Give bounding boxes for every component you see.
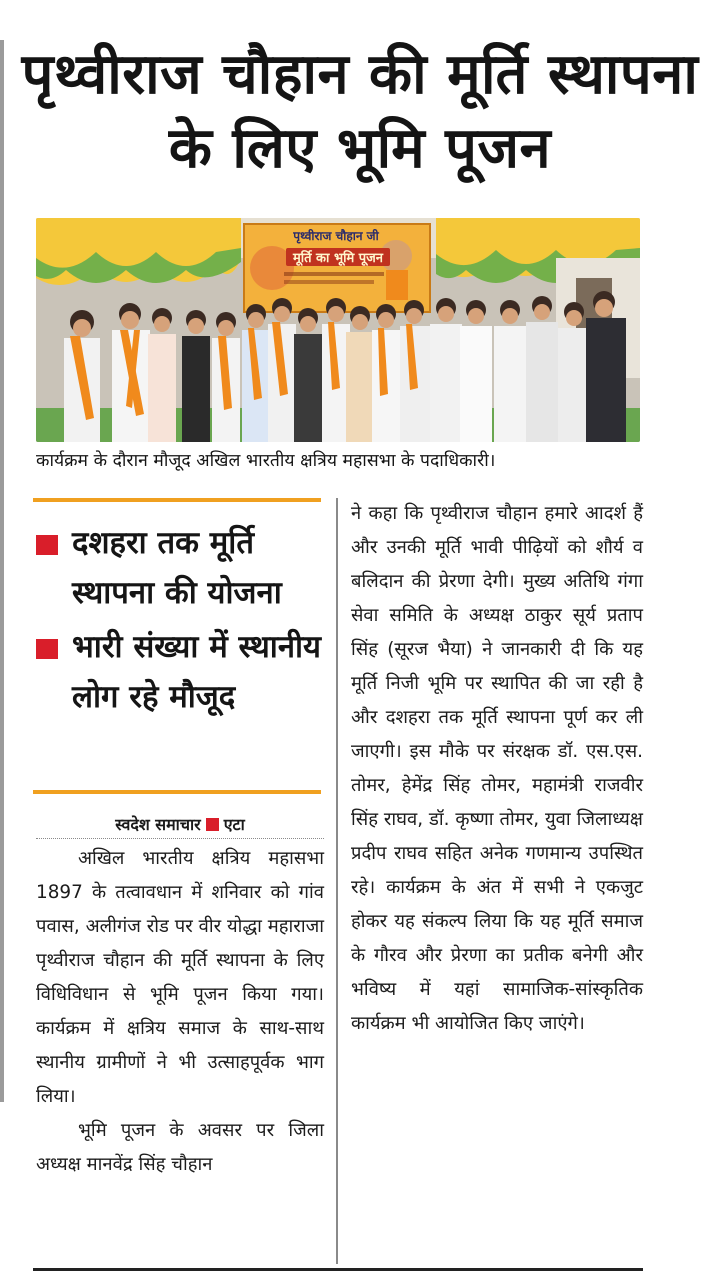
article-paragraph: ने कहा कि पृथ्वीराज चौहान हमारे आदर्श हैं और उनकी मूर्ति भावी पीढ़ियों को शौर्य व बलिदान की प्रेरणा देगी। मुख्य अतिथि गंगा सेवा समिति के अध्यक्ष ठाकुर सूर्य प्रताप सिंह (सूरज भैया) ने जानकारी दी कि यह मूर्ति निजी भूमि पर स्थापित की जा रही है और दशहरा तक मूर्ति स्थापना पूर्ण कर ली जाएगी। इस मौके पर संरक्षक डॉ. एस.एस. तोमर, हेमेंद्र सिंह तोमर, महामंत्री राजवीर सिंह राघव, डॉ. कृष्णा तोमर, युवा जिलाध्यक्ष प्रदीप राघव सहित अनेक गणमान्य उपस्थित रहे। कार्यक्रम के अंत में सभी ने एकजुट होकर यह संकल्प लिया कि यह मूर्ति समाज के गौरव और प्रेरणा का प्रतीक बनेगी और भविष्य में यहां सामाजिक-सांस्कृतिक कार्यक्रम भी आयोजित किए जाएंगे।	[351, 503, 643, 1034]
highlights-top-bar	[33, 498, 321, 502]
page-edge-rule	[0, 40, 4, 1102]
bottom-rule	[33, 1268, 643, 1271]
event-photo-illustration	[36, 218, 640, 442]
headline: पृथ्वीराज चौहान की मूर्ति स्थापना के लिए भूमि पूजन	[21, 42, 699, 181]
highlight-text: भारी संख्या में स्थानीय लोग रहे मौजूद	[72, 629, 322, 715]
red-square-bullet-icon	[36, 639, 58, 659]
red-square-separator-icon	[206, 818, 219, 831]
highlights-box	[36, 518, 326, 722]
dateline-rule	[36, 838, 324, 839]
article-paragraph: अखिल भारतीय क्षत्रिय महासभा 1897 के तत्वावधान में शनिवार को गांव पवास, अलीगंज रोड पर वीर योद्धा महाराजा पृथ्वीराज चौहान की मूर्ति स्थापना के लिए विधिविधान से भूमि पूजन किया गया। कार्यक्रम में क्षत्रिय समाज के साथ-साथ स्थानीय ग्रामीणों ने भी उत्साहपूर्वक भाग लिया।	[36, 848, 324, 1107]
banner-subtitle: मूर्ति का भूमि पूजन	[292, 251, 384, 266]
dateline	[36, 812, 324, 838]
column-divider	[336, 498, 338, 1264]
article-column-left	[36, 842, 324, 1182]
highlights-bottom-bar	[33, 790, 321, 794]
article-paragraph: भूमि पूजन के अवसर पर जिला अध्यक्ष मानवेंद्र सिंह चौहान	[36, 1120, 324, 1175]
dateline-place: एटा	[223, 815, 245, 834]
highlight-text: दशहरा तक मूर्ति स्थापना की योजना	[72, 525, 282, 611]
red-square-bullet-icon	[36, 535, 58, 555]
highlight-item	[36, 622, 326, 722]
event-photo	[36, 218, 640, 442]
agency-name: स्वदेश समाचार	[115, 815, 201, 834]
banner-title: पृथ्वीराज चौहान जी	[293, 229, 379, 243]
photo-caption: कार्यक्रम के दौरान मौजूद अखिल भारतीय क्षत्रिय महासभा के पदाधिकारी।	[36, 451, 496, 471]
highlight-item	[36, 518, 326, 618]
article-column-right	[351, 497, 643, 1041]
